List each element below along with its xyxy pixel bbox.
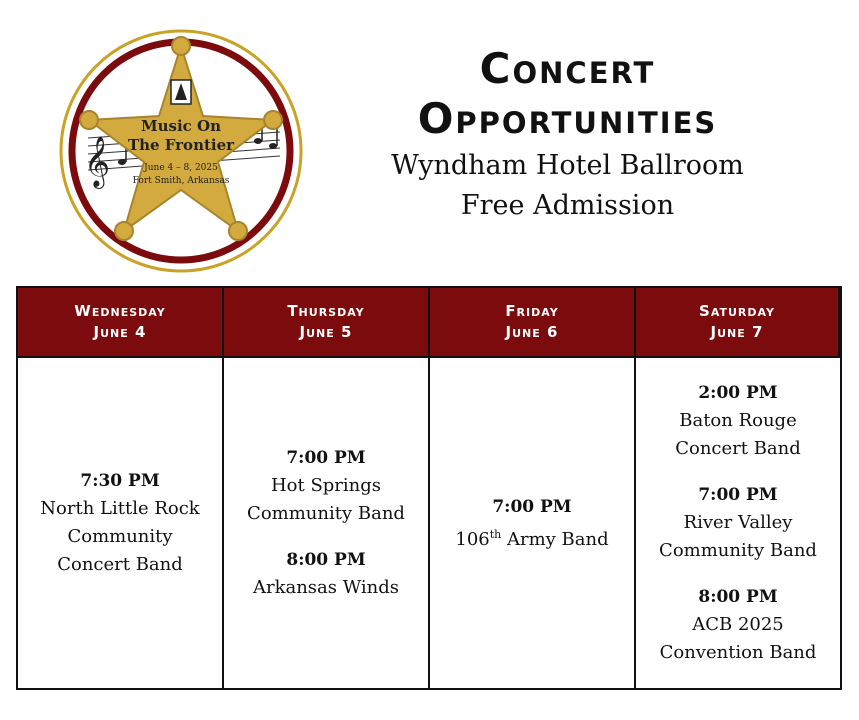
monument-emblem-icon (171, 80, 191, 104)
logo-place: Fort Smith, Arkansas (132, 176, 230, 186)
event-name-line (455, 521, 608, 554)
event-name-line: River Valley (683, 512, 793, 533)
event-name-line: North Little Rock (40, 498, 200, 519)
event-name-line: ACB 2025 (692, 614, 784, 635)
event-time: 7:30 PM (80, 471, 160, 491)
event (455, 493, 608, 554)
band-name-rest: Army Band (501, 528, 609, 550)
event-name-line: Community Band (659, 540, 817, 561)
event-name-line: Baton Rouge (679, 410, 797, 431)
event-name-line: Concert Band (57, 554, 183, 575)
event (247, 444, 405, 528)
event-name-line: Concert Band (675, 438, 801, 459)
venue: Wyndham Hotel Ballroom (391, 150, 744, 181)
event-time: 2:00 PM (698, 383, 778, 403)
day-name: Friday (505, 302, 559, 320)
day-name: Wednesday (74, 302, 166, 320)
day-events-thursday (224, 358, 430, 688)
event (675, 379, 801, 463)
day-header-friday (430, 288, 636, 358)
event (660, 583, 817, 667)
event-name-line: Community (67, 526, 173, 547)
event-time: 7:00 PM (492, 496, 572, 517)
logo-dates: June 4 – 8, 2025 (144, 163, 218, 173)
event-time: 8:00 PM (286, 550, 366, 570)
day-header-wednesday (18, 288, 224, 358)
day-header-saturday (636, 288, 840, 358)
event-time: 7:00 PM (698, 485, 778, 505)
ordinal-suffix: th (489, 527, 502, 541)
logo-line-1: Music On (141, 117, 221, 135)
title-line-2: Opportunities (417, 94, 718, 143)
event-name-line: Community Band (247, 503, 405, 524)
treble-clef-icon: 𝄞 (84, 136, 111, 187)
schedule-table (16, 286, 842, 690)
day-date: June 6 (505, 323, 559, 341)
day-date: June 7 (710, 323, 764, 341)
event-name-line: Hot Springs (270, 475, 382, 496)
logo-line-2: The Frontier (127, 136, 235, 154)
title-block (330, 44, 805, 226)
event-name-line: Arkansas Winds (252, 577, 400, 598)
day-name: Saturday (699, 302, 775, 320)
admission: Free Admission (460, 190, 675, 221)
event (659, 481, 817, 565)
day-events-friday (430, 358, 636, 688)
event-time: 7:00 PM (286, 448, 366, 468)
event (40, 467, 199, 579)
day-events-wednesday (18, 358, 224, 688)
event (253, 546, 399, 602)
title-line-1: Concert (479, 44, 656, 93)
day-date: June 5 (299, 323, 353, 341)
event-name-line: Convention Band (659, 642, 817, 663)
day-events-saturday (636, 358, 840, 688)
day-date: June 4 (93, 323, 147, 341)
day-header-thursday (224, 288, 430, 358)
event-time: 8:00 PM (698, 587, 778, 607)
music-on-the-frontier-logo (58, 28, 304, 274)
band-number: 106 (455, 528, 490, 550)
day-name: Thursday (287, 302, 365, 320)
